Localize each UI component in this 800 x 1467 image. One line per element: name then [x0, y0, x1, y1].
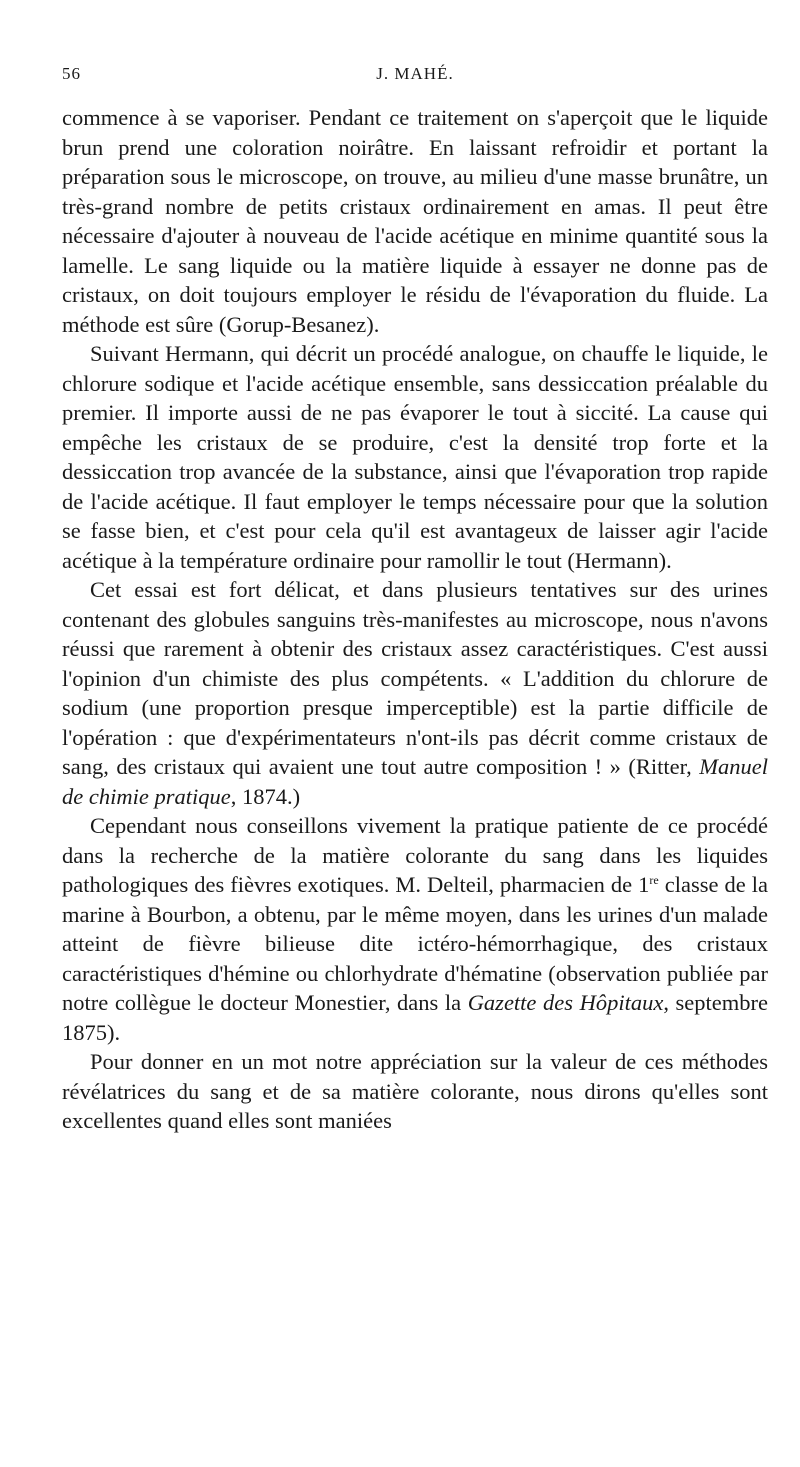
text-run: Cependant nous conseillons vivement la pratique patiente de ce procédé dans la recherche de la matière colorante du sang dans les liquides pathologiques des fièvres exotiques. M. Delteil, pharmacien de 1 — [62, 813, 768, 897]
paragraph-5 — [62, 1047, 768, 1136]
paragraph-2 — [62, 339, 768, 575]
running-head-author: J. MAHÉ. — [376, 64, 454, 83]
text-run: classe de la marine à Bourbon, a obtenu, par le même moyen, dans les urines d'un malade atteint de fièvre bilieuse dite ictéro-hémorrhagique, des cristaux caractéristiques d'hémine ou chlorhydrate d'hématine (observation publiée par notre collègue le docteur Monestier, dans la — [62, 872, 769, 1015]
text-run: Pour donner en un mot notre appréciation sur la valeur de ces méthodes révélatrices du sang et de sa matière colorante, nous dirons qu'elles sont excellentes quand elles sont maniées — [62, 1049, 768, 1133]
paragraph-4 — [62, 811, 768, 1047]
text-run: , 1874.) — [230, 783, 301, 809]
page-number: 56 — [62, 64, 81, 83]
superscript: re — [649, 873, 659, 887]
paragraph-3 — [62, 575, 768, 811]
italic-title: Gazette des Hôpitaux — [467, 990, 664, 1015]
text-run: Cet essai est fort délicat, et dans plusieurs tentatives sur des urines contenant des globules sanguins très-manifestes au microscope, nous n'avons réussi que rarement à obtenir des cristaux assez caractéristiques. C'est aussi l'opinion d'un chimiste des plus compétents. « L'addition du chlorure de sodium (une proportion presque imperceptible) est la partie difficile de l'opération : que d'expérimentateurs n'ont-ils pas décrit comme cristaux de sang, des cristaux qui avaient une tout autre composition ! » (Ritter, — [62, 577, 768, 779]
italic-title: Manuel de chimie pratique — [62, 754, 768, 809]
body-text — [62, 103, 768, 1136]
paragraph-1 — [62, 103, 768, 339]
text-run: commence à se vaporiser. Pendant ce traitement on s'aperçoit que le liquide brun prend une coloration noirâtre. En laissant refroidir et portant la préparation sous le microscope, on trouve, au milieu d'une masse brunâtre, un très-grand nombre de petits cristaux ordinairement en amas. Il peut être nécessaire d'ajouter à nouveau de l'acide acétique en minime quantité sous la lamelle. Le sang liquide ou la matière liquide à essayer ne donne pas de cristaux, on doit toujours employer le résidu de l'évaporation du fluide. La méthode est sûre (Gorup-Besanez). — [62, 105, 768, 337]
text-run: , septembre 1875). — [62, 990, 768, 1045]
text-run: Suivant Hermann, qui décrit un procédé analogue, on chauffe le liquide, le chlorure sodique et l'acide acétique ensemble, sans dessiccation préalable du premier. Il importe aussi de ne pas évaporer le tout à siccité. La cause qui empêche les cristaux de se produire, c'est la densité trop forte et la dessiccation trop avancée de la substance, ainsi que l'évaporation trop rapide de l'acide acétique. Il faut employer le temps nécessaire pour que la solution se fasse bien, et c'est pour cela qu'il est avantageux de laisser agir l'acide acétique à la température ordinaire pour ramollir le tout (Hermann). — [62, 341, 768, 573]
running-head — [62, 64, 768, 88]
